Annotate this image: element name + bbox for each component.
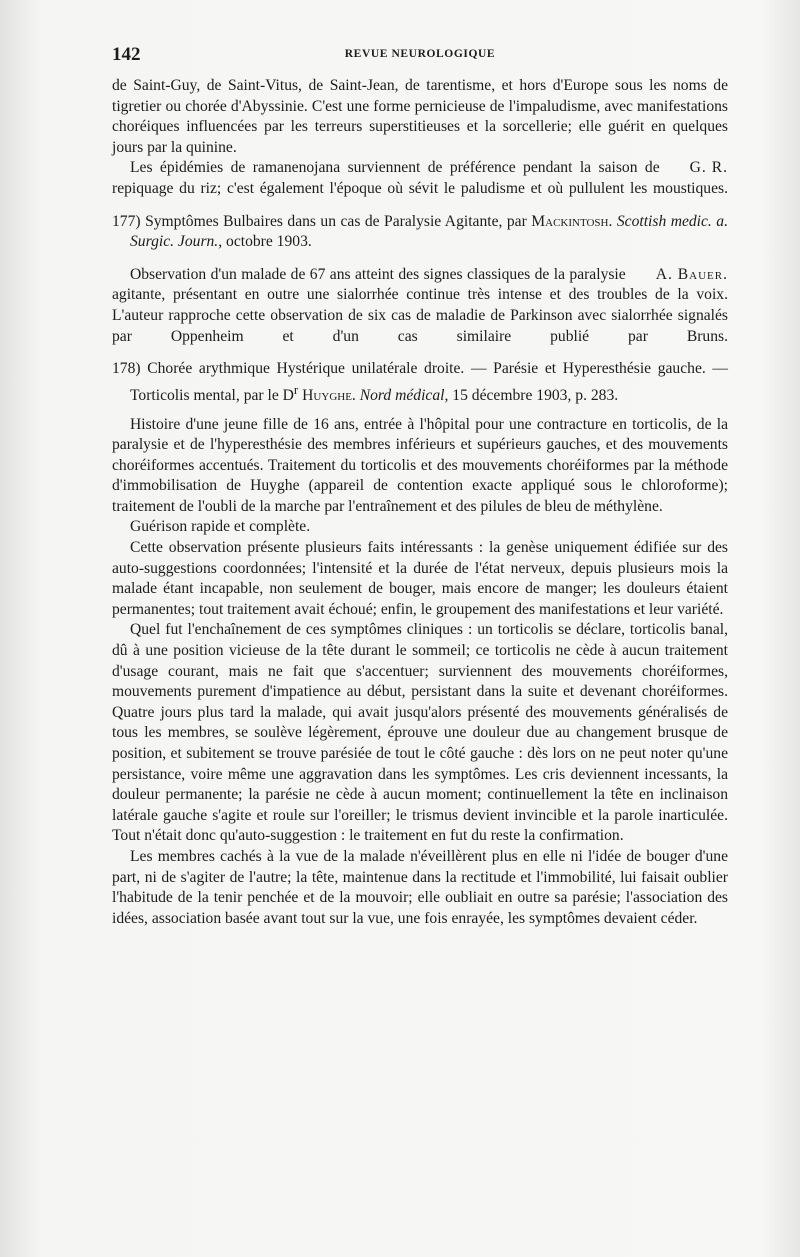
entry-178-heading bbox=[112, 359, 728, 406]
entry-177-body bbox=[112, 265, 728, 347]
intro-signature: G. R. bbox=[689, 159, 728, 177]
entry-177-heading bbox=[112, 212, 728, 253]
entry-178-journal: Nord médical, bbox=[359, 386, 449, 404]
entry-178-paragraph-2: Guérison rapide et complète. bbox=[130, 518, 311, 536]
intro-paragraph-1: de Saint-Guy, de Saint-Vitus, de Saint-Jean, de tarentisme, et hors d'Europe sous les noms de tigretier ou chorée d'Abyssinie. C'est une forme pernicieuse de l'impaludisme, avec manifestations choréiques influencées par les terreurs superstitieuses et la sorcellerie; elle guérit en quelques jours par la quinine. bbox=[112, 77, 728, 156]
entry-178-paragraph-4: Quel fut l'enchaînement de ces symptômes cliniques : un torticolis se déclare, torticolis banal, dû à une position vicieuse de la tête durant le sommeil; ce torticolis ne cède à aucun traitement d'usage courant, mais ne fait que s'accentuer; surviennent des mouvements choréiformes, mouvements purement d'impatience au début, persistant dans la suite et devenant choréiformes. Quatre jours plus tard la malade, qui avait jusqu'alors présenté des mouvements généralisés de tous les membres, se soulève légèrement, éprouve une douleur due au changement brusque de position, et subitement se trouve parésiée de tout le côté gauche : dès lors on ne peut noter qu'une persistance, voire même une aggravation dans les symptômes. Les cris deviennent incessants, la douleur permanente; la parésie ne cède à aucun moment; continuellement la tête en inclinaison latérale gauche s'agite et roule sur l'oreiller; le trismus devient invincible et la parole inarticulée. Tout n'était donc qu'auto-suggestion : le traitement en fut du reste la confirmation. bbox=[112, 621, 728, 845]
entry-178-title: Chorée arythmique Hystérique unilatérale droite. — Parésie et Hyperesthésie gauche. — Torticolis mental, bbox=[130, 360, 728, 404]
intro-paragraph-2 bbox=[112, 158, 728, 199]
page-content bbox=[112, 76, 728, 929]
entry-177-body-text: Observation d'un malade de 67 ans atteint des signes classiques de la paralysie agitante, présentant en outre une sialorrhée continue très intense et des troubles de la voix. L'auteur rapproche cette observation de six cas de maladie de Parkinson avec sialorrhée signalés par Oppenheim et d'un cas similaire publié par Bruns. bbox=[112, 265, 728, 345]
entry-178-paragraph-3: Cette observation présente plusieurs faits intéressants : la genèse uniquement édifiée sur des auto-suggestions coordonnées; l'intensité et la durée de l'état nerveux, depuis plusieurs mois la malade étant incapable, non seulement de bouger, mais encore de manger; les douleurs étaient permanentes; tout traitement avait échoué; enfin, le groupement des manifestations et leur variété. bbox=[112, 539, 728, 618]
page-header bbox=[112, 44, 728, 68]
entry-178-date: 15 décembre 1903, p. 283. bbox=[452, 386, 619, 404]
entry-178-paragraph-1: Histoire d'une jeune fille de 16 ans, entrée à l'hôpital pour une contracture en torticolis, de la paralysie et de l'hyperesthésie des membres inférieurs et supérieurs gauches, et des mouvements choréiformes accentués. Traitement du torticolis et des mouvements choréiformes par la méthode d'immobilisation de Huyghe (appareil de contention exacte appliqué sous le chloroforme); traitement de l'oubli de la marche par l'entraînement et des pilules de bleu de méthylène. bbox=[112, 415, 728, 515]
page-number: 142 bbox=[112, 44, 141, 65]
entry-178-number: 178) bbox=[112, 360, 141, 378]
entry-178-paragraph-5: Les membres cachés à la vue de la malade n'éveillèrent plus en elle ni l'idée de bouger d'une part, ni de s'agiter de l'autre; la tête, maintenue dans la rectitude et l'immobilité, lui faisait oublier l'habitude de la tenir penchée et de la mouvoir; elle oubliait en outre sa parésie; l'association des idées, association basée avant tout sur la vue, une fois enrayée, les symptômes devaient céder. bbox=[112, 847, 728, 927]
entry-177-par: par bbox=[506, 212, 527, 230]
entry-177-signature: A. Bauer. bbox=[655, 265, 728, 283]
entry-177-author: Mackintosh. bbox=[531, 212, 613, 230]
entry-177-journal: Scottish medic. a. Surgic. Journ., bbox=[130, 212, 728, 251]
entry-177-date: octobre 1903. bbox=[226, 233, 312, 251]
entry-178-par-sup: r bbox=[293, 381, 299, 397]
intro-paragraph-2-text: Les épidémies de ramanenojana surviennent de préférence pendant la saison de repiquage du riz; c'est également l'époque où sévit le paludisme et où pullulent les moustiques. bbox=[112, 159, 728, 197]
running-title: REVUE NEUROLOGIQUE bbox=[344, 48, 496, 60]
entry-177-title: Symptômes Bulbaires dans un cas de Paralysie Agitante, bbox=[145, 212, 503, 230]
entry-178-author: Huyghe. bbox=[302, 386, 356, 404]
entry-177-number: 177) bbox=[112, 212, 141, 230]
entry-178-par: par le D bbox=[243, 386, 294, 404]
